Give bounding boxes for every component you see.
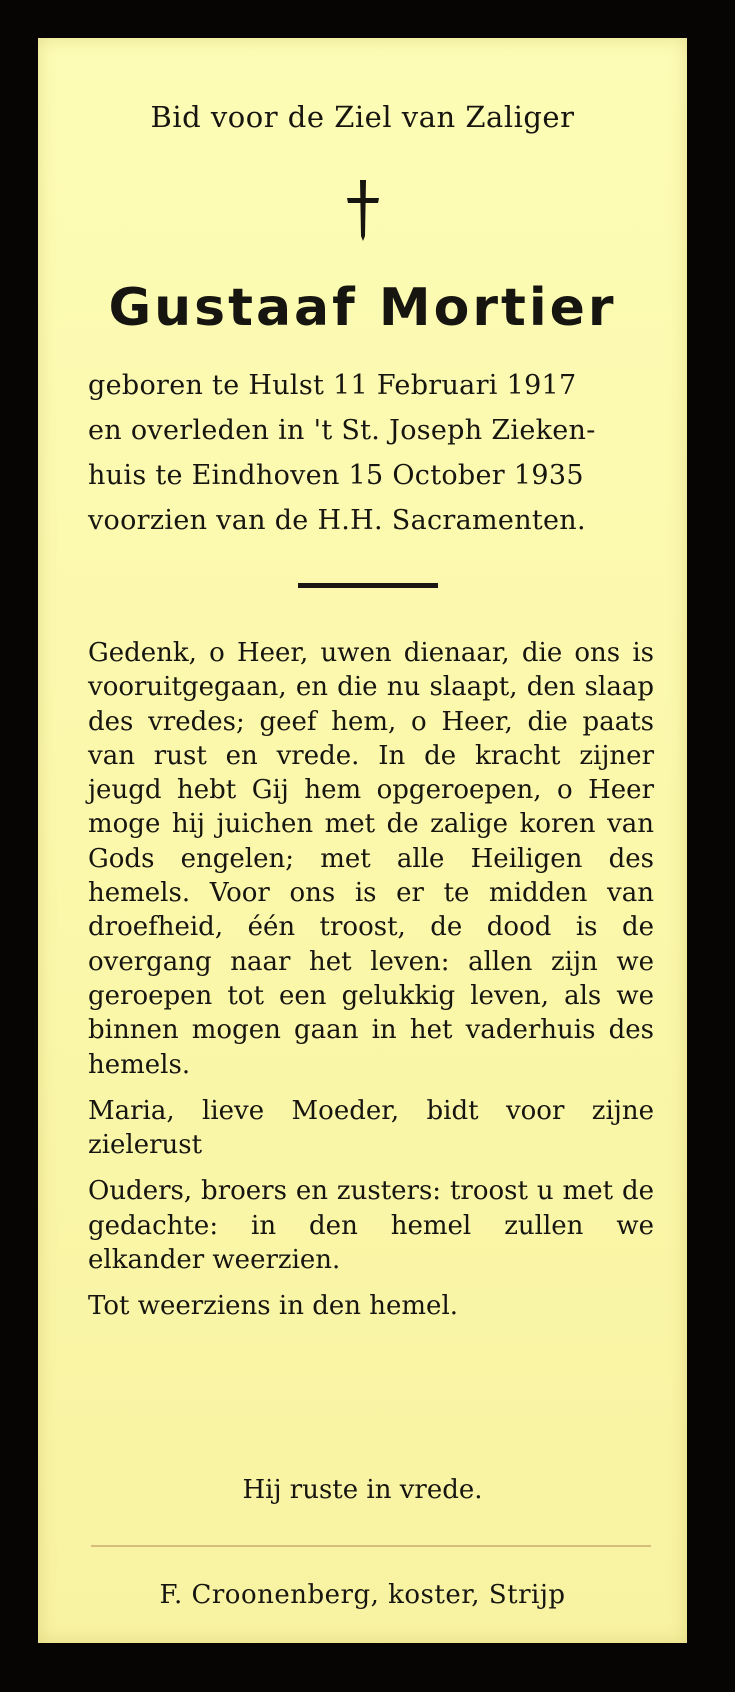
memorial-card <box>38 38 687 1643</box>
prayer-text <box>88 636 654 1336</box>
death-line-1: en overleden in 't St. Joseph Zieken- <box>88 415 596 446</box>
footer-rule <box>91 1545 651 1547</box>
printer-credit: F. Croonenberg, koster, Strijp <box>159 1580 566 1610</box>
sacraments-line: voorzien van de H.H. Sacramenten. <box>88 505 586 536</box>
death-line-2: huis te Eindhoven 15 October 1935 <box>88 460 584 491</box>
closing-text: Hij ruste in vrede. <box>242 1475 483 1505</box>
intro-text: Bid voor de Ziel van Zaliger <box>150 100 575 134</box>
deceased-name: Gustaaf Mortier <box>108 278 617 338</box>
family-paragraph: Ouders, broers en zusters: troost u met de gedachte: in den hemel zullen we elkander weerzien. <box>88 1176 654 1276</box>
cross-icon <box>38 178 687 242</box>
birth-line: geboren te Hulst 11 Februari 1917 <box>88 370 577 401</box>
prayer-paragraph: Gedenk, o Heer, uwen dienaar, die ons is vooruitgegaan, en die nu slaapt, den slaap des vredes; geef hem, o Heer, die paats van rust en vrede. In de kracht zijner jeugd hebt Gij hem opgeroepen, o Heer moge hij juichen met de zalige koren van Gods engelen; met alle Heiligen des hemels. Voor ons is er te midden van droefheid, één troost, de dood is de overgang naar het leven: allen zijn we geroepen tot een gelukkig leven, als we binnen mogen gaan in het vaderhuis des hemels. <box>88 638 654 1080</box>
mary-paragraph: Maria, lieve Moeder, bidt voor zijne zielerust <box>88 1095 654 1161</box>
divider <box>298 583 438 588</box>
farewell-paragraph: Tot weerziens in den hemel. <box>88 1291 459 1322</box>
